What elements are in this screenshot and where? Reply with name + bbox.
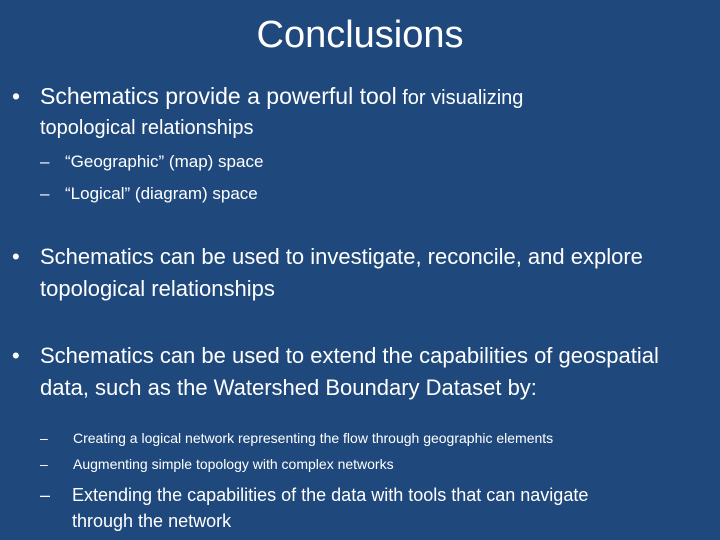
dash: – <box>40 152 50 171</box>
sub-bullet-augmenting <box>40 454 700 474</box>
bullet-3 <box>12 340 708 404</box>
sub-bullet-extending-line1: Extending the capabilities of the data with tools that can navigate <box>72 485 589 505</box>
sub-bullet-geographic <box>40 150 700 174</box>
dash: – <box>40 456 48 472</box>
sub-bullet-extending-line2: through the network <box>72 511 232 531</box>
bullet-1-line1-a: Schematics provide a powerful tool <box>40 83 397 109</box>
bullet-dot: • <box>12 244 20 269</box>
bullet-1-line1-b: for visualizing <box>396 87 524 109</box>
sub-bullet-text: Augmenting simple topology with complex networks <box>73 456 394 472</box>
sub-bullet-text: “Logical” (diagram) space <box>65 184 258 203</box>
sub-bullet-text: Creating a logical network representing the flow through geographic elements <box>73 430 554 446</box>
bullet-2 <box>12 241 708 305</box>
dash: – <box>40 184 50 203</box>
slide-title: Conclusions <box>256 14 464 56</box>
sub-bullet-extending <box>40 482 700 534</box>
bullet-1-line2 <box>12 112 708 144</box>
bullet-2-line1: Schematics can be used to investigate, reconcile, and explore <box>40 244 643 269</box>
sub-bullet-text: “Geographic” (map) space <box>65 152 264 171</box>
dash: – <box>40 485 51 505</box>
sub-bullet-creating <box>40 428 700 448</box>
bullet-3-line2: data, such as the Watershed Boundary Dataset by: <box>40 375 537 400</box>
bullet-1 <box>12 80 708 114</box>
bullet-1-line2-text: topological relationships <box>40 117 254 139</box>
bullet-dot: • <box>12 83 21 109</box>
bullet-2-line2: topological relationships <box>40 276 275 301</box>
bullet-3-line1: Schematics can be used to extend the capabilities of geospatial <box>40 343 659 368</box>
bullet-dot: • <box>12 343 20 368</box>
sub-bullet-logical <box>40 182 700 206</box>
dash: – <box>40 430 48 446</box>
